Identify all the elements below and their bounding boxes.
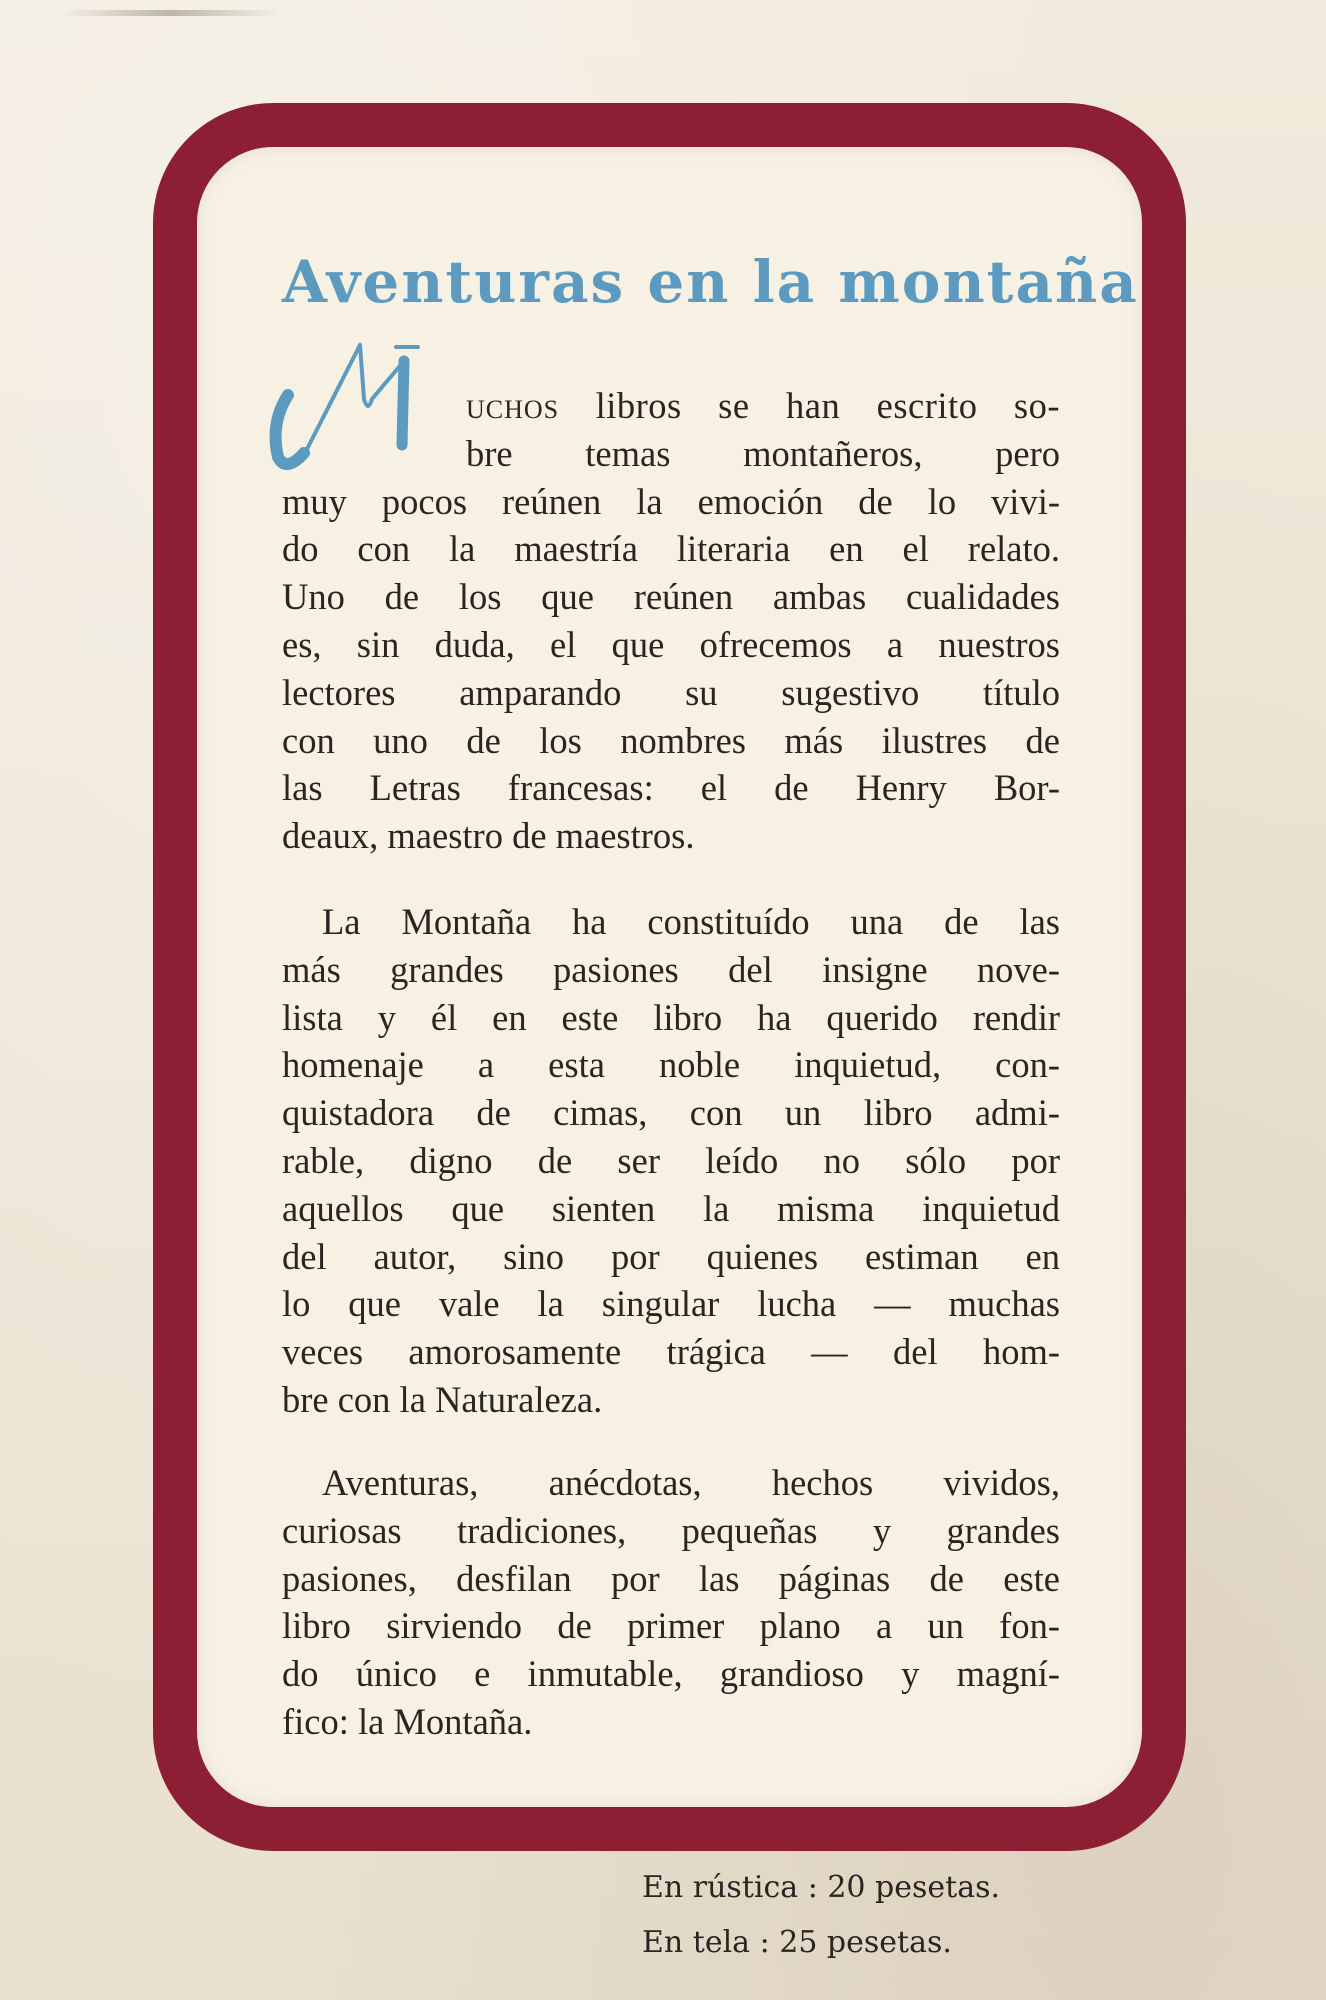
text-line: del autor, sino por quienes estiman en xyxy=(282,1235,1060,1277)
price-rustica: En rústica : 20 pesetas. xyxy=(642,1870,1001,1905)
text-line: La Montaña ha constituído una de las xyxy=(322,901,1060,942)
text-line: más grandes pasiones del insigne nove- xyxy=(282,948,1060,990)
text-line: con uno de los nombres más ilustres de xyxy=(282,719,1060,761)
text-line: las Letras francesas: el de Henry Bor- xyxy=(282,767,1060,809)
text-line-fragment: libros se han escrito so- xyxy=(559,385,1060,426)
text-line: veces amorosamente trágica — del hom- xyxy=(282,1331,1060,1373)
text-line: aquellos que sienten la misma inquietud xyxy=(282,1187,1060,1229)
text-line: Aventuras, anécdotas, hechos vividos, xyxy=(322,1462,1060,1503)
text-line: bre con la Naturaleza. xyxy=(282,1378,603,1420)
text-line: rable, digno de ser leído no sólo por xyxy=(282,1139,1060,1181)
text-line: do con la maestría literaria en el relato. xyxy=(282,528,1060,570)
text-line: muy pocos reúnen la emoción de lo vivi- xyxy=(282,480,1060,522)
text-line: pasiones, desfilan por las páginas de este xyxy=(282,1557,1060,1599)
text-line: curiosas tradiciones, pequeñas y grandes xyxy=(282,1509,1060,1551)
paragraph-intro xyxy=(282,382,1060,860)
text-line: libro sirviendo de primer plano a un fon- xyxy=(282,1605,1060,1647)
text-line: homenaje a esta noble inquietud, con- xyxy=(282,1044,1060,1086)
text-line: es, sin duda, el que ofrecemos a nuestros xyxy=(282,623,1060,665)
book-title: Aventuras en la montaña xyxy=(282,248,1139,316)
paragraph-montana-passion xyxy=(282,898,1060,1424)
text-line: Uno de los que reúnen ambas cualidades xyxy=(282,576,1060,618)
text-line: lo que vale la singular lucha — muchas xyxy=(282,1283,1060,1325)
text-line: lista y él en este libro ha querido rendir xyxy=(282,996,1060,1038)
text-line: deaux, maestro de maestros. xyxy=(282,815,695,857)
dropcap-continuation: uchos xyxy=(466,385,560,426)
price-tela: En tela : 25 pesetas. xyxy=(642,1925,952,1960)
text-line: bre temas montañeros, pero xyxy=(466,432,1060,474)
text-line: do único e inmutable, grandioso y magní- xyxy=(282,1653,1060,1695)
text-line: fico: la Montaña. xyxy=(282,1700,533,1742)
text-line: quistadora de cimas, con un libro admi- xyxy=(282,1092,1060,1134)
paper-edge-mark xyxy=(60,10,280,16)
paragraph-aventuras xyxy=(282,1459,1060,1746)
text-line xyxy=(282,382,1060,430)
text-line: lectores amparando su sugestivo título xyxy=(282,671,1060,713)
